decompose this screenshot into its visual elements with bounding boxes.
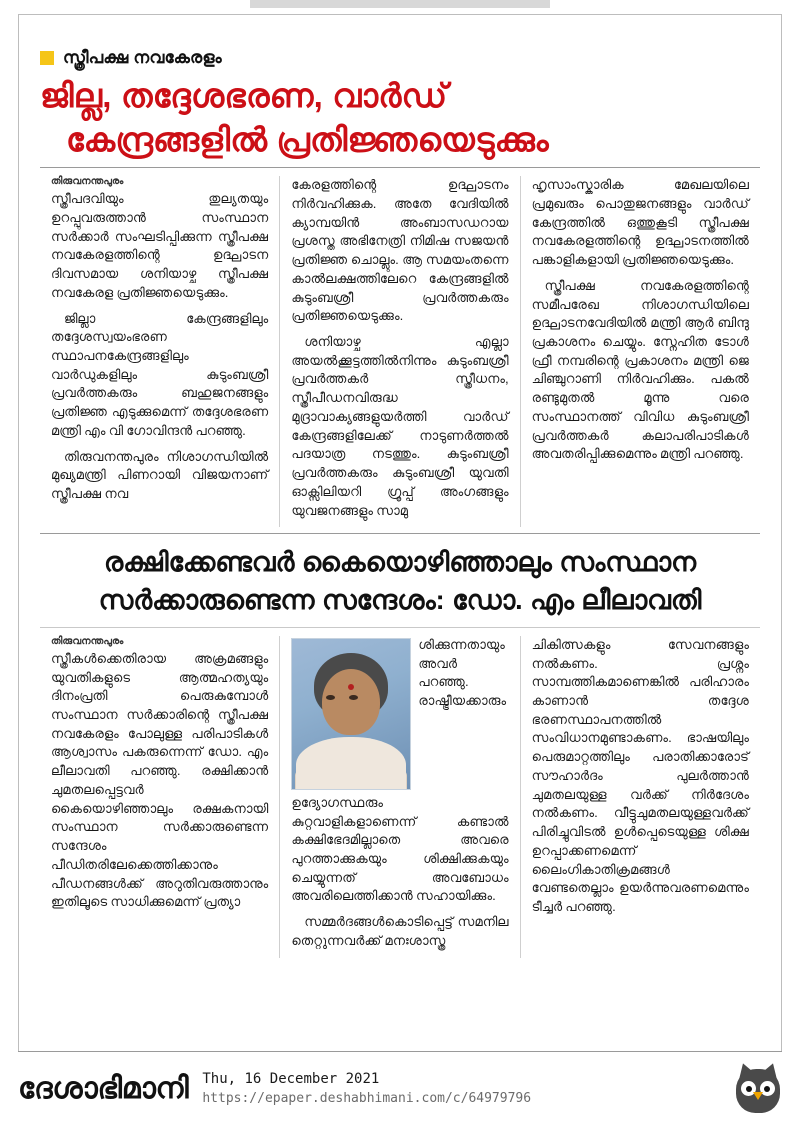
owl-beak [753,1092,763,1100]
paragraph: സ്ത്രീപദവിയും തുല്യതയും ഉറപ്പുവരുത്താൻ സംസ്ഥാന സർക്കാർ സംഘടിപ്പിക്കുന്ന സ്ത്രീപക്ഷ നവകേരളത്തിന്റെ ഉദ്ഘാടന ദിവസമായ ശനിയാഴ്ച സ്ത്രീപക്ഷ നവകേരള പ്രതിജ്ഞയെടുക്കും. [51,191,269,300]
story-secondary-columns [40,636,760,958]
page-footer [0,1051,800,1125]
paragraph: ശിക്കുന്നതായും അവർ പറഞ്ഞു. രാഷ്ട്രീയക്കാരും ഉദ്യോഗസ്ഥരും കുറ്റവാളികളാണെന്ന് കണ്ടാൽ കക്ഷിഭേദമില്ലാതെ അവരെ പുറത്താക്കുകയും ശിക്ഷിക്കുകയും ചെയ്യുന്നത് അവബോധം അവരിലെത്തിക്കാൻ സഹായിക്കും. [291,636,509,904]
kicker-square-icon [40,51,54,65]
story-separator [40,533,760,534]
kicker-label: സ്ത്രീപക്ഷ നവകേരളം [63,48,222,67]
story-primary [40,48,760,527]
portrait-eye-left [326,695,335,700]
headline-divider [40,167,760,168]
headline-line-2: കേന്ദ്രങ്ങളിൽ പ്രതിജ്ഞയെടുക്കും [66,120,549,158]
secondary-headline [40,544,760,619]
story-secondary-column-3 [520,636,760,958]
paragraph: തിരുവനന്തപുരം നിശാഗന്ധിയിൽ മുഖ്യമന്ത്രി പിണറായി വിജയനാണ് സ്ത്രീപക്ഷ നവ [51,448,269,502]
portrait-figure [291,638,409,790]
story-primary-columns [40,176,760,527]
page-frame-right [781,14,782,1103]
paragraph: ചികിത്സകളും സേവനങ്ങളും നൽകണം. പ്രശ്നം സാമ്പത്തികമാണെങ്കിൽ പരിഹാരം കാണാൻ തദ്ദേശ ഭരണസ്ഥാപനത്തിൽ സംവിധാനമുണ്ടാകണം. ഭാഷയിലും പെരുമാറ്റത്തിലും പരാതിക്കാരോട് സൗഹാർദം പുലർത്താൻ ചുമതലയുള്ള വർക്ക് നിർദേശം നൽകണം. വീട്ടുചുമതലയുള്ളവർക്ക് പിരിച്ചുവിടൽ ഉൾപ്പെടെയുള്ള ശിക്ഷ ഉറപ്പാക്കണമെന്ന് ലൈംഗികാതിക്രമങ്ങൾ വേണ്ടതെല്ലാം ഉയർന്നുവരണമെന്നും ടീച്ചർ പറഞ്ഞു. [531,636,749,915]
page-title [40,74,760,161]
secondary-headline-line-1: രക്ഷിക്കേണ്ടവർ കൈയൊഴിഞ്ഞാലും സംസ്ഥാന [103,547,697,578]
paragraph: ഹൃസാംസ്കാരിക മേഖലയിലെ പ്രമുഖരും പൊതുജനങ്ങളും വാർഡ് കേന്ദ്രത്തിൽ ഒത്തുകൂടി സ്ത്രീപക്ഷ നവകേരളത്തിന്റെ ഉദ്ഘാടനത്തിൽ പങ്കാളികളായി പ്രതിജ്ഞയെടുക്കും. [531,177,749,268]
page-content [40,34,760,958]
owl-pupil-right [764,1086,770,1092]
paragraph: കേരളത്തിന്റെ ഉദ്ഘാടനം നിർവഹിക്കുക. അതേ വേദിയിൽ ക്യാമ്പയിൻ അംബാസഡറായ പ്രശസ്ത അഭിനേത്രി നിമിഷ സജയൻ പ്രതിജ്ഞ ചൊല്ലും. ആ സമയംതന്നെ കാൽലക്ഷത്തിലേറെ കേന്ദ്രങ്ങളിൽ കുടുംബശ്രീ പ്രവർത്തകരും പ്രതിജ്ഞയെടുക്കും. [291,177,509,324]
owl-icon [730,1061,786,1117]
story-secondary-column-2 [279,636,519,958]
footer-meta [202,1069,531,1108]
paragraph: സ്ത്രീപക്ഷ നവകേരളത്തിന്റെ സമീപരേഖ നിശാഗന്ധിയിലെ ഉദ്ഘാടനവേദിയിൽ മന്ത്രി ആർ ബിന്ദു പ്രകാശനം ചെയ്യും. സ്നേഹിത ടോൾ ഫ്രീ നമ്പരിന്റെ പ്രകാശനം മന്ത്രി ജെ ചിഞ്ചുറാണി നിർവഹിക്കും. പകൽ രണ്ടുമുതൽ മൂന്നു വരെ സംസ്ഥാനത്ത് വിവിധ കുടുംബശ്രീ പ്രവർത്തകർ കലാപരിപാടികൾ അവതരിപ്പിക്കുമെന്നും മന്ത്രി പറഞ്ഞു. [531,277,749,462]
page-frame-top [18,14,782,15]
page-top-strip [250,0,550,8]
story-secondary [40,544,760,957]
paragraph: സമ്മർദങ്ങൾകൊടിപ്പെട്ട് സമനില തെറ്റുന്നവർക്ക് മനഃശാസ്ത്ര [291,914,509,948]
portrait-body [296,737,406,790]
portrait-bindi [348,684,354,690]
dateline: തിരുവനന്തപുരം [51,635,124,647]
secondary-headline-divider [40,627,760,628]
portrait-eye-right [349,695,358,700]
dateline: തിരുവനന്തപുരം [51,176,124,188]
owl-pupil-left [746,1086,752,1092]
epaper-url[interactable]: https://epaper.deshabhimani.com/c/64979796 [202,1090,532,1106]
paragraph: സ്ത്രീകൾക്കെതിരായ അക്രമങ്ങളും യുവതികളുടെ ആത്മഹത്യയും ദിനംപ്രതി പെരുകുമ്പോൾ സംസ്ഥാന സർക്കാരിന്റെ സ്ത്രീപക്ഷ നവകേരളം പോലുള്ള പരിപാടികൾ ആശ്വാസം പകരുന്നെന്ന് ഡോ. എം ലീലാവതി പറഞ്ഞു. രക്ഷിക്കാൻ ചുമതലപ്പെട്ടവർ കൈയൊഴിഞ്ഞാലും രക്ഷകനായി സംസ്ഥാന സർക്കാരുണ്ടെന്ന സന്ദേശം പീഡിതരിലേക്കെത്തിക്കാനും പീഡനങ്ങൾക്ക് അറുതിവരുത്താനും ഇതിലൂടെ സാധിക്കുമെന്ന് പ്രത്യാ [51,650,269,910]
portrait-face [322,669,380,735]
publication-date: Thu, 16 December 2021 [202,1071,380,1088]
secondary-headline-line-2: സർക്കാരുണ്ടെന്ന സന്ദേശം: ഡോ. എം ലീലാവതി [98,584,702,615]
footer-content [0,1052,800,1126]
story-primary-column-3 [520,176,760,527]
portrait-photo [291,638,411,790]
story-secondary-column-1 [40,636,279,958]
paragraph: ശനിയാഴ്ച എല്ലാ അയൽക്കൂട്ടത്തിൽനിന്നും കുടുംബശ്രീ പ്രവർത്തകർ സ്ത്രീധനം, സ്ത്രീപീഡനവിരുദ്ധ മുദ്രാവാക്യങ്ങളുയർത്തി വാർഡ് കേന്ദ്രങ്ങളിലേക്ക് നാടുണർത്തൽ പദയാത്ര നടത്തും. കുടുംബശ്രീ പ്രവർത്തകരും കുടുംബശ്രീ യുവതി ഓക്സിലിയറി ഗ്രൂപ്പ് അംഗങ്ങളും യുവജനങ്ങളും സാമു [291,333,509,518]
story-primary-column-1 [40,176,279,527]
masthead-logo: ദേശാഭിമാനി [18,1072,189,1105]
page-frame-left [18,14,19,1103]
story-primary-column-2 [279,176,519,527]
paragraph: ജില്ലാ കേന്ദ്രങ്ങളിലും തദ്ദേശസ്വയംഭരണ സ്ഥാപനകേന്ദ്രങ്ങളിലും വാർഡുകളിലും കുടുംബശ്രീ പ്രവർത്തകരും ബഹുജനങ്ങളും പ്രതിജ്ഞ എടുക്കുമെന്ന് തദ്ദേശഭരണ മന്ത്രി എം വി ഗോവിന്ദൻ പറഞ്ഞു. [51,310,269,438]
story-kicker [40,48,760,68]
headline-line-1: ജില്ല, തദ്ദേശഭരണ, വാർഡ് [40,77,448,114]
